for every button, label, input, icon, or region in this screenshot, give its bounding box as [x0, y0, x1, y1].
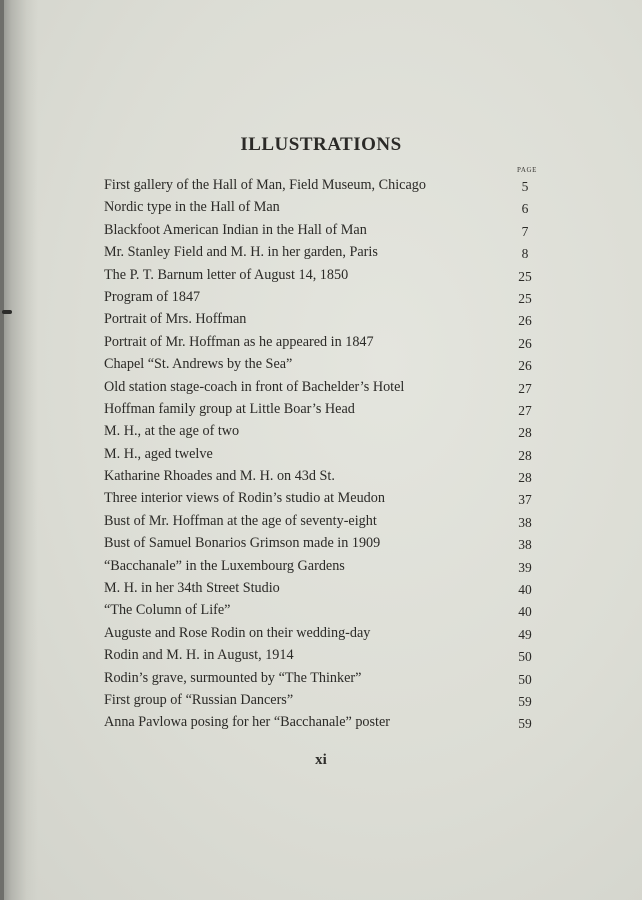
list-item [96, 465, 548, 487]
list-item [96, 622, 548, 644]
entry-page-number: 5 [521, 179, 529, 194]
entry-page-number: 26 [518, 358, 532, 374]
entry-page-number: 38 [518, 537, 532, 553]
entry-page-number: 27 [518, 402, 532, 418]
list-item [96, 689, 548, 711]
entry-page-number: 50 [518, 649, 532, 665]
entry-title: Program of 1847 [104, 288, 201, 305]
entry-page-number: 40 [518, 582, 532, 598]
list-item [96, 331, 548, 353]
entry-page-number: 25 [518, 268, 532, 284]
entry-page-number: 37 [518, 492, 532, 508]
entry-page-number: 26 [518, 335, 532, 351]
list-item [96, 174, 548, 196]
list-item [96, 308, 548, 330]
list-item [96, 264, 548, 286]
entry-title: First group of “Russian Dancers” [104, 691, 294, 708]
entry-title: The P. T. Barnum letter of August 14, 1850 [104, 266, 349, 283]
entry-title: Katharine Rhoades and M. H. on 43d St. [104, 468, 335, 485]
page-number: xi [315, 752, 327, 768]
entry-page-number: 50 [518, 671, 532, 687]
list-item [96, 555, 548, 577]
entry-title: Mr. Stanley Field and M. H. in her garden, Paris [104, 244, 378, 261]
entry-title: Bust of Samuel Bonarios Grimson made in 1909 [104, 535, 381, 552]
entry-page-number: 59 [518, 693, 532, 709]
entry-title: Anna Pavlowa posing for her “Bacchanale” poster [104, 714, 391, 731]
entry-title: Blackfoot American Indian in the Hall of Man [104, 221, 367, 238]
entry-title: M. H., at the age of two [104, 423, 240, 440]
list-item [96, 532, 548, 554]
entry-title: Chapel “St. Andrews by the Sea” [104, 356, 293, 373]
entry-title: Bust of Mr. Hoffman at the age of seventy-eight [104, 512, 377, 529]
entry-title: “The Column of Life” [104, 602, 231, 619]
list-item [96, 219, 548, 241]
list-item [96, 667, 548, 689]
list-item [96, 487, 548, 509]
ink-mark [2, 310, 12, 314]
list-item [96, 644, 548, 666]
list-item [96, 398, 548, 420]
entry-page-number: 28 [518, 470, 532, 486]
entry-page-number: 38 [518, 514, 532, 530]
entry-title: Rodin and M. H. in August, 1914 [104, 647, 294, 664]
entry-page-number: 28 [518, 447, 532, 463]
entry-title: Portrait of Mrs. Hoffman [104, 311, 247, 328]
illustrations-list [96, 174, 548, 734]
entry-title: Hoffman family group at Little Boar’s Head [104, 400, 355, 417]
list-item [96, 510, 548, 532]
entry-title: Old station stage-coach in front of Bachelder’s Hotel [104, 378, 405, 395]
list-item [96, 196, 548, 218]
entry-title: Auguste and Rose Rodin on their wedding-day [104, 624, 371, 641]
entry-page-number: 26 [518, 313, 532, 329]
list-item [96, 353, 548, 375]
page-column-label: PAGE [516, 166, 538, 174]
list-item [96, 376, 548, 398]
entry-page-number: 6 [521, 201, 529, 217]
entry-page-number: 59 [518, 716, 532, 732]
entry-page-number: 39 [518, 559, 532, 575]
page-title: ILLUSTRATIONS [240, 134, 402, 155]
entry-page-number: 25 [518, 290, 532, 306]
list-item [96, 241, 548, 263]
list-item [96, 420, 548, 442]
list-item [96, 599, 548, 621]
entry-title: M. H., aged twelve [104, 445, 213, 462]
list-item [96, 286, 548, 308]
entry-title: “Bacchanale” in the Luxembourg Gardens [104, 557, 345, 574]
entry-title: Rodin’s grave, surmounted by “The Thinker” [104, 669, 362, 686]
entry-title: Nordic type in the Hall of Man [104, 199, 280, 216]
entry-title: First gallery of the Hall of Man, Field Museum, Chicago [104, 177, 426, 193]
entry-page-number: 40 [518, 604, 532, 620]
entry-page-number: 7 [521, 223, 529, 239]
list-item [96, 577, 548, 599]
list-item [96, 711, 548, 733]
entry-title: Portrait of Mr. Hoffman as he appeared in 1847 [104, 333, 374, 350]
list-item [96, 443, 548, 465]
entry-page-number: 49 [518, 626, 532, 642]
entry-page-number: 8 [521, 246, 529, 262]
entry-title: Three interior views of Rodin’s studio at Meudon [104, 490, 385, 507]
entry-page-number: 27 [518, 380, 532, 396]
entry-title: M. H. in her 34th Street Studio [104, 580, 280, 597]
entry-page-number: 28 [518, 425, 532, 441]
